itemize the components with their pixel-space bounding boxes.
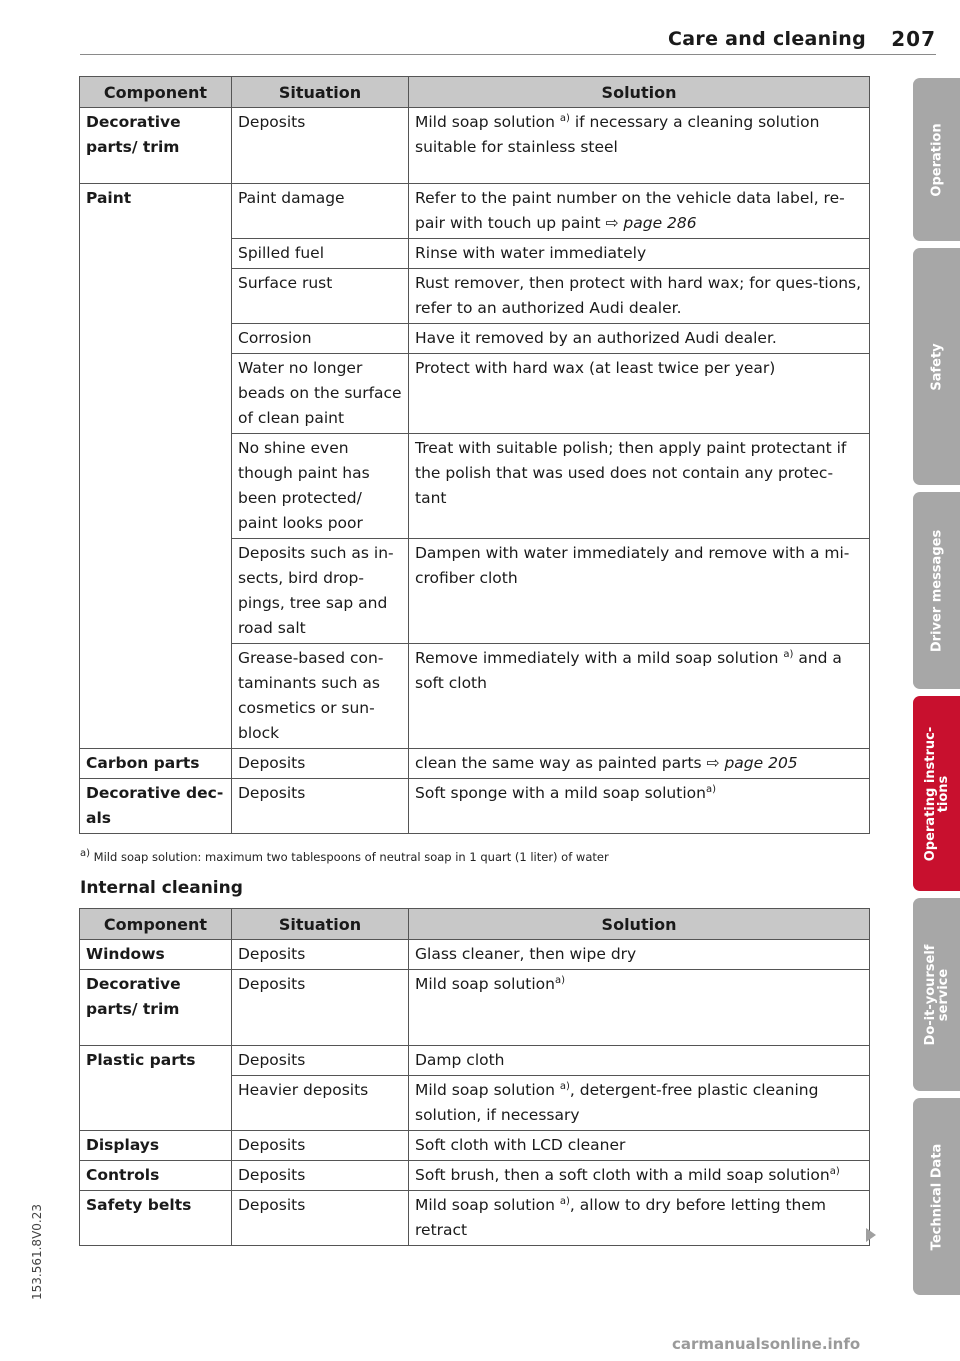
column-header-situation: Situation: [232, 77, 409, 108]
solution-cell: Rust remover, then protect with hard wax; for ques-tions, refer to an authorized Audi dealer.: [409, 269, 870, 324]
column-header-component: Component: [80, 909, 232, 940]
watermark: carmanualsonline.info: [672, 1335, 861, 1353]
sidebar-tab-driver-messages[interactable]: [913, 492, 960, 689]
component-cell: Decorative parts/ trim: [80, 970, 232, 1046]
sidebar-tab-label: Technical Data: [929, 1143, 944, 1250]
page-number: 207: [891, 27, 936, 51]
table-row: [80, 1046, 870, 1076]
table-row: [80, 779, 870, 834]
table-row: [80, 1131, 870, 1161]
component-cell: Safety belts: [80, 1191, 232, 1246]
sidebar-tab-operation[interactable]: [913, 78, 960, 241]
page-reference-link[interactable]: ⇨ page 205: [706, 754, 798, 772]
component-cell: Decorative parts/ trim: [80, 108, 232, 184]
column-header-solution: Solution: [409, 77, 870, 108]
situation-cell: Paint damage: [232, 184, 409, 239]
sidebar-tab-do-it-yourself-service[interactable]: [913, 898, 960, 1091]
component-cell: Paint: [80, 184, 232, 749]
internal-cleaning-table: [79, 908, 870, 1246]
situation-cell: Deposits: [232, 1191, 409, 1246]
situation-cell: Surface rust: [232, 269, 409, 324]
solution-cell: Mild soap solution $^{a)}$, allow to dry before letting them retract: [409, 1191, 870, 1246]
situation-cell: Spilled fuel: [232, 239, 409, 269]
solution-cell: Soft sponge with a mild soap solution$^{a)}$: [409, 779, 870, 834]
footnote-marker: a): [559, 1195, 570, 1207]
column-header-situation: Situation: [232, 909, 409, 940]
footnote-marker: a): [783, 648, 794, 660]
sidebar-tab-label: Do-it-yourself service: [922, 944, 951, 1045]
external-cleaning-table: [79, 76, 870, 834]
footnote-marker: a): [829, 1165, 840, 1177]
solution-cell: Mild soap solution $^{a)}$, detergent-free plastic cleaning solution, if necessary: [409, 1076, 870, 1131]
table-row: [80, 940, 870, 970]
solution-cell: Refer to the paint number on the vehicle data label, re-pair with touch up paint ⇨ page 286: [409, 184, 870, 239]
situation-cell: Deposits such as in-sects, bird drop-pings, tree sap and road salt: [232, 539, 409, 644]
table-row: [80, 1161, 870, 1191]
footnote-marker: a): [705, 783, 716, 795]
solution-cell: Rinse with water immediately: [409, 239, 870, 269]
table-row: [80, 970, 870, 1046]
table-row: [80, 1191, 870, 1246]
situation-cell: Deposits: [232, 108, 409, 184]
table-header-row: [80, 77, 870, 108]
situation-cell: Deposits: [232, 1131, 409, 1161]
sidebar-tab-label: Operation: [929, 122, 944, 197]
situation-cell: Deposits: [232, 940, 409, 970]
page-reference-link[interactable]: ⇨ page 286: [605, 214, 697, 232]
solution-cell: Protect with hard wax (at least twice per year): [409, 354, 870, 434]
footnote-marker: a): [554, 974, 565, 986]
solution-cell: Mild soap solution$^{a)}$: [409, 970, 870, 1046]
solution-cell: Glass cleaner, then wipe dry: [409, 940, 870, 970]
situation-cell: Deposits: [232, 1161, 409, 1191]
footnote-marker: a): [559, 112, 570, 124]
sidebar-tab-label: Driver messages: [929, 529, 944, 652]
table-row: [80, 108, 870, 184]
situation-cell: No shine even though paint has been protected/ paint looks poor: [232, 434, 409, 539]
sidebar-tab-operating-instructions[interactable]: [913, 696, 960, 891]
sidebar-tab-label: Safety: [929, 342, 944, 391]
column-header-component: Component: [80, 77, 232, 108]
footnote-marker: a): [80, 848, 91, 860]
footnote-marker: a): [559, 1080, 570, 1092]
situation-cell: Grease-based con-taminants such as cosmetics or sun-block: [232, 644, 409, 749]
table-row: [80, 184, 870, 239]
component-cell: Windows: [80, 940, 232, 970]
component-cell: Decorative dec-als: [80, 779, 232, 834]
component-cell: Displays: [80, 1131, 232, 1161]
solution-cell: clean the same way as painted parts ⇨ page 205: [409, 749, 870, 779]
solution-cell: Have it removed by an authorized Audi dealer.: [409, 324, 870, 354]
table-row: [80, 749, 870, 779]
sidebar-tab-technical-data[interactable]: [913, 1098, 960, 1295]
situation-cell: Deposits: [232, 970, 409, 1046]
situation-cell: Corrosion: [232, 324, 409, 354]
solution-cell: Treat with suitable polish; then apply paint protectant if the polish that was used does not contain any protec-tant: [409, 434, 870, 539]
internal-cleaning-heading: Internal cleaning: [80, 878, 243, 898]
continue-arrow-icon: [866, 1228, 876, 1242]
solution-cell: Remove immediately with a mild soap solution $^{a)}$ and a soft cloth: [409, 644, 870, 749]
table-header-row: [80, 909, 870, 940]
component-cell: Carbon parts: [80, 749, 232, 779]
document-code: 153.561.8V0.23: [30, 1204, 44, 1300]
page-header: [80, 24, 936, 55]
solution-cell: Mild soap solution $^{a)}$ if necessary a cleaning solution suitable for stainless steel: [409, 108, 870, 184]
situation-cell: Deposits: [232, 779, 409, 834]
column-header-solution: Solution: [409, 909, 870, 940]
situation-cell: Deposits: [232, 749, 409, 779]
sidebar-tab-label: Operating instruc- tions: [922, 726, 951, 861]
solution-cell: Soft cloth with LCD cleaner: [409, 1131, 870, 1161]
solution-cell: Soft brush, then a soft cloth with a mild soap solution$^{a)}$: [409, 1161, 870, 1191]
sidebar-tab-safety[interactable]: [913, 248, 960, 485]
solution-cell: Damp cloth: [409, 1046, 870, 1076]
situation-cell: Deposits: [232, 1046, 409, 1076]
solution-cell: Dampen with water immediately and remove with a mi-crofiber cloth: [409, 539, 870, 644]
component-cell: Controls: [80, 1161, 232, 1191]
component-cell: Plastic parts: [80, 1046, 232, 1131]
section-title: Care and cleaning: [668, 28, 866, 50]
situation-cell: Heavier deposits: [232, 1076, 409, 1131]
footnote: $^{a)}$ Mild soap solution: maximum two tablespoons of neutral soap in 1 quart (1 liter) of water: [80, 848, 609, 864]
situation-cell: Water no longer beads on the surface of clean paint: [232, 354, 409, 434]
